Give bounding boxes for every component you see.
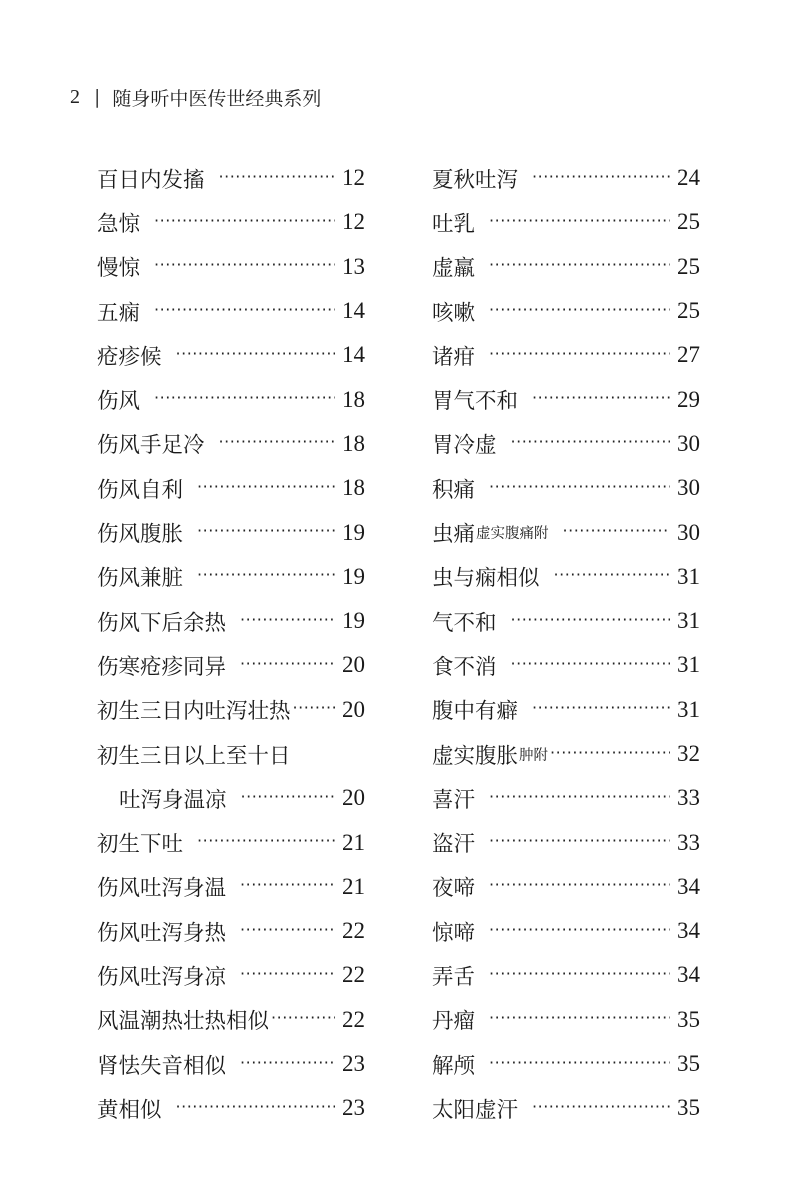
leader-dots <box>489 1053 670 1072</box>
entry-title: 慢惊 <box>97 256 141 282</box>
leader-dots <box>240 875 335 894</box>
entry-page: 19 <box>342 608 365 634</box>
entry-title: 初生三日以上至十日 <box>97 743 291 769</box>
toc-entry[interactable] <box>97 289 365 333</box>
header-separator: | <box>94 86 101 108</box>
toc-entry[interactable] <box>432 156 700 200</box>
entry-title: 太阳虚汗 <box>432 1097 519 1123</box>
entry-title: 丹瘤 <box>432 1009 476 1035</box>
entry-title: 积痛 <box>432 477 476 503</box>
leader-dots <box>240 654 335 673</box>
entry-page: 24 <box>677 165 700 191</box>
toc-entry[interactable] <box>432 510 700 554</box>
leader-dots <box>154 388 335 407</box>
entry-page: 31 <box>677 563 700 589</box>
entry-title: 伤风吐泻身温 <box>97 876 227 902</box>
entry-title: 盗汗 <box>432 832 476 858</box>
entry-title: 伤风吐泻身热 <box>97 920 227 946</box>
entry-page: 33 <box>677 829 700 855</box>
entry-title: 百日内发搐 <box>97 167 205 193</box>
toc-entry[interactable] <box>432 776 700 820</box>
leader-dots <box>532 1097 670 1116</box>
toc-entry[interactable] <box>97 245 365 289</box>
toc-right-column <box>432 156 700 1131</box>
leader-dots <box>197 521 335 540</box>
entry-page: 29 <box>677 386 700 412</box>
entry-page: 20 <box>342 785 365 811</box>
entry-title: 弄舌 <box>432 964 476 990</box>
entry-page: 25 <box>677 298 700 324</box>
toc-entry[interactable] <box>97 422 365 466</box>
entry-page: 30 <box>677 519 700 545</box>
leader-dots <box>511 654 670 673</box>
entry-title: 虚实腹胀 <box>432 743 519 769</box>
entry-page: 20 <box>342 652 365 678</box>
leader-dots <box>550 743 670 762</box>
entry-title: 伤风 <box>97 389 141 415</box>
toc-entry[interactable] <box>97 998 365 1042</box>
leader-dots <box>176 344 335 363</box>
entry-page: 35 <box>677 1051 700 1077</box>
entry-title: 风温潮热壮热相似 <box>97 1009 270 1035</box>
toc-entry[interactable] <box>97 200 365 244</box>
entry-page: 34 <box>677 962 700 988</box>
entry-title: 虫痛 <box>432 522 476 548</box>
toc-entry[interactable] <box>97 156 365 200</box>
leader-dots <box>554 565 670 584</box>
leader-dots <box>219 167 335 186</box>
toc-entry[interactable] <box>432 333 700 377</box>
entry-page: 30 <box>677 475 700 501</box>
entry-subtitle: 虚实腹痛附 <box>476 526 549 543</box>
leader-dots <box>489 920 670 939</box>
entry-page: 35 <box>677 1095 700 1121</box>
leader-dots <box>489 300 670 319</box>
leader-dots <box>219 432 335 451</box>
entry-page: 14 <box>342 342 365 368</box>
entry-title: 食不消 <box>432 654 497 680</box>
toc-entry[interactable] <box>432 643 700 687</box>
leader-dots <box>197 477 335 496</box>
entry-title: 黄相似 <box>97 1097 162 1123</box>
toc-entry[interactable] <box>97 555 365 599</box>
entry-page: 14 <box>342 298 365 324</box>
toc-entry[interactable] <box>97 466 365 510</box>
toc-entry[interactable] <box>97 510 365 554</box>
toc-entry[interactable] <box>97 865 365 909</box>
entry-page: 12 <box>342 209 365 235</box>
entry-page: 22 <box>342 918 365 944</box>
leader-dots <box>489 1008 670 1027</box>
leader-dots <box>563 521 670 540</box>
leader-dots <box>176 1097 335 1116</box>
entry-title: 诸疳 <box>432 344 476 370</box>
leader-dots <box>240 610 335 629</box>
leader-dots <box>511 610 670 629</box>
entry-page: 30 <box>677 430 700 456</box>
entry-title: 夏秋吐泻 <box>432 167 519 193</box>
leader-dots <box>271 1008 335 1027</box>
running-header <box>70 80 321 114</box>
toc-entry[interactable] <box>432 422 700 466</box>
toc-entry[interactable] <box>432 245 700 289</box>
toc-entry[interactable] <box>432 1042 700 1086</box>
leader-dots <box>154 211 335 230</box>
leader-dots <box>489 255 670 274</box>
entry-title: 吐乳 <box>432 211 476 237</box>
entry-title: 虚羸 <box>432 256 476 282</box>
leader-dots <box>489 477 670 496</box>
entry-title: 伤寒疮疹同异 <box>97 654 227 680</box>
entry-title: 伤风自利 <box>97 477 184 503</box>
entry-page: 19 <box>342 563 365 589</box>
entry-title: 气不和 <box>432 610 497 636</box>
toc-entry[interactable] <box>97 688 365 732</box>
toc-entry[interactable] <box>432 953 700 997</box>
entry-page: 31 <box>677 608 700 634</box>
leader-dots <box>240 964 335 983</box>
entry-page: 31 <box>677 696 700 722</box>
entry-title: 初生三日内吐泻壮热 <box>97 699 291 725</box>
entry-title: 伤风下后余热 <box>97 610 227 636</box>
toc-entry[interactable] <box>432 466 700 510</box>
leader-dots <box>489 787 670 806</box>
entry-page: 35 <box>677 1006 700 1032</box>
entry-page: 12 <box>342 165 365 191</box>
entry-page: 34 <box>677 918 700 944</box>
leader-dots <box>240 920 335 939</box>
entry-title: 初生下吐 <box>97 832 184 858</box>
entry-page: 13 <box>342 253 365 279</box>
toc-entry[interactable] <box>432 289 700 333</box>
leader-dots <box>241 787 335 806</box>
entry-page: 25 <box>677 209 700 235</box>
entry-page: 22 <box>342 962 365 988</box>
leader-dots <box>489 831 670 850</box>
entry-title: 惊啼 <box>432 920 476 946</box>
toc-entry[interactable] <box>97 953 365 997</box>
entry-page: 21 <box>342 873 365 899</box>
leader-dots <box>197 565 335 584</box>
toc-entry[interactable] <box>97 732 365 776</box>
entry-title: 伤风手足冷 <box>97 433 205 459</box>
leader-dots <box>511 432 670 451</box>
leader-dots <box>489 344 670 363</box>
entry-page: 25 <box>677 253 700 279</box>
toc-entry[interactable] <box>432 555 700 599</box>
toc-entry[interactable] <box>97 1086 365 1130</box>
toc-entry[interactable] <box>432 909 700 953</box>
entry-title: 胃气不和 <box>432 389 519 415</box>
toc-entry[interactable] <box>97 643 365 687</box>
entry-title: 疮疹候 <box>97 344 162 370</box>
entry-title: 伤风兼脏 <box>97 566 184 592</box>
entry-title: 五痫 <box>97 300 141 326</box>
entry-page: 18 <box>342 430 365 456</box>
entry-title: 吐泻身温凉 <box>119 787 227 813</box>
leader-dots <box>532 388 670 407</box>
toc-entry[interactable] <box>432 865 700 909</box>
entry-title: 伤风吐泻身凉 <box>97 964 227 990</box>
entry-page: 22 <box>342 1006 365 1032</box>
entry-page: 27 <box>677 342 700 368</box>
toc-entry[interactable] <box>432 998 700 1042</box>
toc-entry[interactable] <box>97 820 365 864</box>
entry-title: 腹中有癖 <box>432 699 519 725</box>
entry-title: 虫与痫相似 <box>432 566 540 592</box>
toc-entry[interactable] <box>432 688 700 732</box>
entry-page: 18 <box>342 475 365 501</box>
toc-entry[interactable] <box>97 333 365 377</box>
entry-page: 23 <box>342 1051 365 1077</box>
entry-title: 伤风腹胀 <box>97 522 184 548</box>
entry-page: 18 <box>342 386 365 412</box>
toc-entry[interactable] <box>432 377 700 421</box>
entry-page: 20 <box>342 696 365 722</box>
entry-title: 夜啼 <box>432 876 476 902</box>
entry-title: 解颅 <box>432 1053 476 1079</box>
leader-dots <box>489 211 670 230</box>
leader-dots <box>154 300 335 319</box>
leader-dots <box>489 875 670 894</box>
toc-entry[interactable] <box>97 1042 365 1086</box>
leader-dots <box>532 698 670 717</box>
entry-title: 肾怯失音相似 <box>97 1053 227 1079</box>
entry-page: 34 <box>677 873 700 899</box>
toc-entry[interactable] <box>97 377 365 421</box>
entry-page: 33 <box>677 785 700 811</box>
leader-dots <box>240 1053 335 1072</box>
leader-dots <box>154 255 335 274</box>
leader-dots <box>293 698 335 717</box>
entry-page: 31 <box>677 652 700 678</box>
page-number: 2 <box>70 85 80 108</box>
toc-entry[interactable] <box>432 820 700 864</box>
toc-entry[interactable] <box>432 599 700 643</box>
toc-entry[interactable] <box>432 1086 700 1130</box>
toc-entry[interactable] <box>432 732 700 776</box>
toc-entry[interactable] <box>97 776 365 820</box>
entry-title: 咳嗽 <box>432 300 476 326</box>
entry-title: 喜汗 <box>432 787 476 813</box>
entry-page: 32 <box>677 741 700 766</box>
entry-page: 21 <box>342 829 365 855</box>
toc-entry[interactable] <box>97 909 365 953</box>
entry-page: 23 <box>342 1095 365 1121</box>
leader-dots <box>197 831 335 850</box>
series-title: 随身听中医传世经典系列 <box>112 87 322 110</box>
entry-subtitle: 肿附 <box>519 747 549 764</box>
toc-left-column <box>97 156 365 1131</box>
toc-entry[interactable] <box>432 200 700 244</box>
entry-title: 胃冷虚 <box>432 433 497 459</box>
leader-dots <box>489 964 670 983</box>
toc-entry[interactable] <box>97 599 365 643</box>
leader-dots <box>532 167 670 186</box>
entry-page: 19 <box>342 519 365 545</box>
entry-title: 急惊 <box>97 211 141 237</box>
